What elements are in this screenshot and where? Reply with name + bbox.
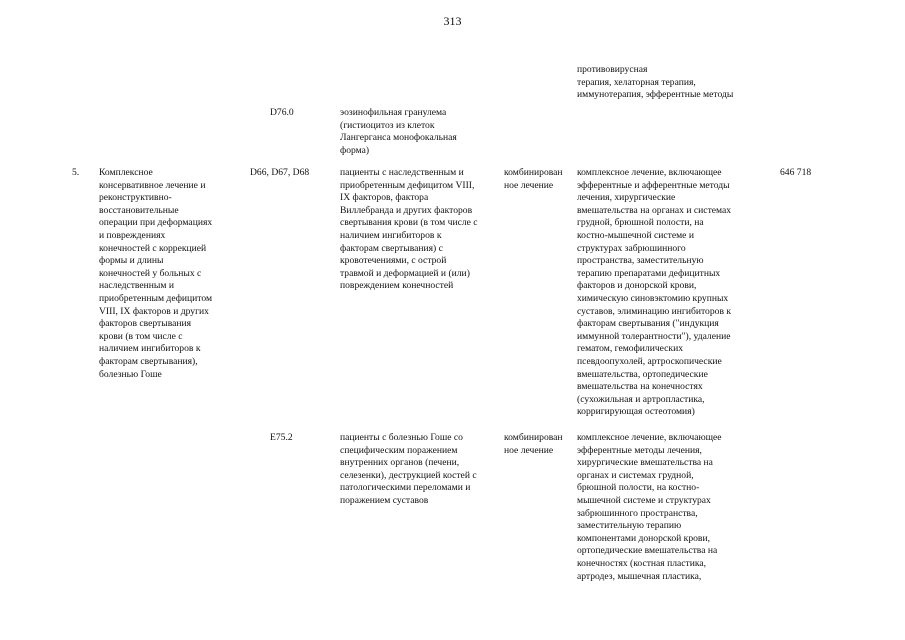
text-line: VIII, IX факторов и других <box>99 305 209 317</box>
text-line: артродез, мышечная пластика, <box>577 570 702 582</box>
text-line: формы и длины <box>99 255 164 267</box>
text-line: восстановительные <box>99 204 179 216</box>
text-line: Комплексное <box>99 167 153 178</box>
text-line: иммунной толерантности"), удаление <box>577 330 731 342</box>
text-line: мышечной системе и структурах <box>577 494 711 506</box>
row5-number: 5. <box>72 167 80 178</box>
prev-row-model <box>340 107 500 157</box>
text-line: терапия, хелаторная терапия, <box>577 76 696 88</box>
text-line: пространства, заместительную <box>577 255 704 267</box>
row5-name <box>99 167 244 381</box>
text-line: факторов и донорской крови, <box>577 280 697 292</box>
text-line: органах и системах грудной, <box>577 469 694 481</box>
text-line: форма) <box>340 144 370 156</box>
text-line: и повреждениях <box>99 229 166 241</box>
text-line: внутренних органов (печени, <box>340 457 460 469</box>
prev-row-code: D76.0 <box>270 107 294 118</box>
text-line: (сухожильная и артропластика, <box>577 393 705 405</box>
text-line: комбинирован <box>504 167 563 178</box>
text-line: селезенки), деструкцией костей с <box>340 469 477 481</box>
text-line: факторам свертывания), <box>99 355 198 367</box>
text-line: структурах забрюшинного <box>577 242 686 254</box>
text-line: IX факторов, фактора <box>340 192 429 204</box>
row-e75-code: E75.2 <box>270 432 293 443</box>
text-line: ортопедические вмешательства на <box>577 545 718 557</box>
text-line: свертывания крови (в том числе с <box>340 217 478 229</box>
text-line: травмой и деформацией и (или) <box>340 267 470 279</box>
text-line: пациенты с наследственным и <box>340 167 464 178</box>
text-line: специфическим поражением <box>340 444 458 456</box>
text-line: поражением суставов <box>340 494 429 506</box>
text-line: вмешательства на конечностях <box>577 381 703 393</box>
text-line: иммунотерапия, эфферентные методы <box>577 89 734 101</box>
text-line: факторам свертывания ("индукция <box>577 318 719 330</box>
text-line: грудной, брюшной полости, на <box>577 217 704 229</box>
text-line: корригирующая остеотомия) <box>577 406 695 418</box>
text-line: конечностей с коррекцией <box>99 242 207 254</box>
text-line: кровотечениями, с острой <box>340 255 447 267</box>
text-line: вмешательства на органах и системах <box>577 204 732 216</box>
row5-codes: D66, D67, D68 <box>250 167 310 178</box>
page-number: 313 <box>443 14 462 28</box>
row5-cost: 646 718 <box>780 167 812 178</box>
text-line: ное лечение <box>504 179 554 191</box>
text-line: приобретенным дефицитом <box>99 292 213 304</box>
text-line: комплексное лечение, включающее <box>577 167 722 178</box>
text-line: наличием ингибиторов к <box>99 343 201 355</box>
text-line: эфферентные и афферентные методы <box>577 179 730 191</box>
text-line: ное лечение <box>504 444 554 456</box>
text-line: компонентами донорской крови, <box>577 532 710 544</box>
text-line: эозинофильная гранулема <box>340 107 447 118</box>
text-line: эфферентные методы лечения, <box>577 444 702 456</box>
text-line: консервативное лечение и <box>99 179 206 191</box>
prev-row-method-text <box>577 64 777 102</box>
text-line: повреждением конечностей <box>340 280 454 292</box>
text-line: химическую синовэктомию крупных <box>577 292 729 304</box>
row-e75-treatment-type <box>504 432 574 457</box>
row5-patient-model <box>340 167 500 293</box>
text-line: реконструктивно- <box>99 192 172 204</box>
text-line: костно-мышечной системе и <box>577 229 694 241</box>
text-line: крови (в том числе с <box>99 330 183 342</box>
text-line: вмешательства, ортопедические <box>577 368 708 380</box>
text-line: комплексное лечение, включающее <box>577 432 722 443</box>
text-line: суставов, элиминацию ингибиторов к <box>577 305 732 317</box>
text-line: операции при деформациях <box>99 217 213 229</box>
text-line: Лангерганса монофокальная <box>340 132 457 144</box>
text-line: патологическими переломами и <box>340 482 471 494</box>
text-line: пациенты с болезнью Гоше со <box>340 432 463 443</box>
row-e75-patient-model <box>340 432 500 508</box>
row5-method <box>577 167 767 419</box>
text-line: (гистиоцитоз из клеток <box>340 119 435 131</box>
text-line: брюшной полости, на костно- <box>577 482 700 494</box>
text-line: конечностей у больных с <box>99 267 202 279</box>
text-line: забрюшинного пространства, <box>577 507 698 519</box>
text-line: приобретенным дефицитом VIII, <box>340 179 475 191</box>
text-line: псевдоопухолей, артроскопические <box>577 355 722 367</box>
row5-treatment-type <box>504 167 574 192</box>
text-line: хирургические вмешательства на <box>577 457 713 469</box>
text-line: факторов свертывания <box>99 318 192 330</box>
text-line: гематом, гемофилических <box>577 343 684 355</box>
text-line: наследственным и <box>99 280 174 292</box>
text-line: комбинирован <box>504 432 563 443</box>
text-line: факторам свертывания) с <box>340 242 443 254</box>
text-line: наличием ингибиторов к <box>340 229 442 241</box>
text-line: противовирусная <box>577 64 648 75</box>
text-line: конечностях (костная пластика, <box>577 557 707 569</box>
text-line: болезнью Гоше <box>99 368 162 380</box>
text-line: терапию препаратами дефицитных <box>577 267 721 279</box>
text-line: Виллебранда и других факторов <box>340 204 473 216</box>
text-line: заместительную терапию <box>577 520 682 532</box>
text-line: лечения, хирургические <box>577 192 676 204</box>
row-e75-method <box>577 432 767 583</box>
